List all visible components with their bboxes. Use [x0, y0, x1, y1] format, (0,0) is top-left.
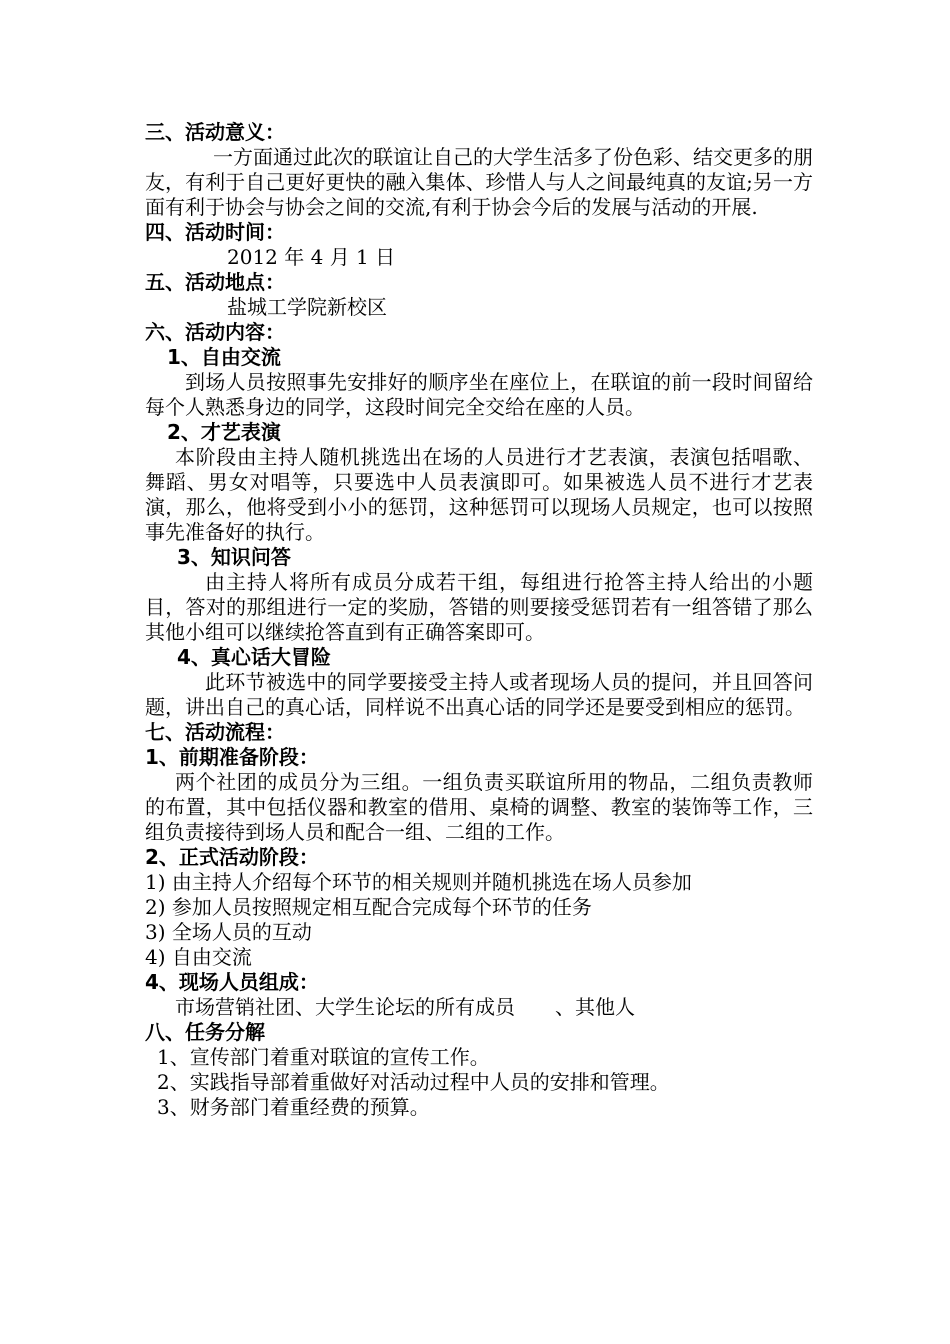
section-heading-place: 五、活动地点：	[145, 270, 285, 294]
content-item-title: 3、知识问答	[177, 545, 291, 569]
task-item: 3、财务部门着重经费的预算。	[157, 1095, 430, 1119]
content-item-paragraph: 本阶段由主持人随机挑选出在场的人员进行才艺表演，表演包括唱歌、舞蹈、男女对唱等，只要选中人员表演即可。如果被选人员不进行才艺表演，那么，他将受到小小的惩罚，这种惩罚可以现场人员规定，也可以按照事先准备好的执行。	[145, 445, 813, 544]
content-item-title: 4、真心话大冒险	[177, 645, 331, 669]
section-heading-time: 四、活动时间：	[145, 220, 285, 244]
task-item: 2、实践指导部着重做好对活动过程中人员的安排和管理。	[157, 1070, 670, 1094]
formal-step: 2) 参加人员按照规定相互配合完成每个环节的任务	[145, 895, 592, 919]
content-item-paragraph: 由主持人将所有成员分成若干组，每组进行抢答主持人给出的小题目，答对的那组进行一定的奖励，答错的则要接受惩罚若有一组答错了那么其他小组可以继续抢答直到有正确答案即可。	[145, 570, 813, 644]
process-members-list: 市场营销社团、大学生论坛的所有成员 、其他人	[175, 995, 635, 1019]
content-item-title: 2、才艺表演	[167, 420, 281, 444]
process-formal-title: 2、正式活动阶段：	[145, 845, 319, 869]
process-prep-paragraph: 两个社团的成员分为三组。一组负责买联谊所用的物品，二组负责教师的布置，其中包括仪器和教室的借用、桌椅的调整、教室的装饰等工作，三组负责接待到场人员和配合一组、二组的工作。	[145, 770, 813, 844]
formal-step: 4) 自由交流	[145, 945, 252, 969]
document-page	[145, 120, 813, 1120]
content-item-paragraph: 到场人员按照事先安排好的顺序坐在座位上，在联谊的前一段时间留给每个人熟悉身边的同学，这段时间完全交给在座的人员。	[145, 370, 813, 419]
activity-date: 2012 年 4 月 1 日	[227, 245, 396, 269]
section-heading-process: 七、活动流程：	[145, 720, 285, 744]
process-members-title: 4、现场人员组成：	[145, 970, 319, 994]
section-heading-significance: 三、活动意义：	[145, 120, 285, 144]
section-heading-content: 六、活动内容：	[145, 320, 285, 344]
formal-step: 1) 由主持人介绍每个环节的相关规则并随机挑选在场人员参加	[145, 870, 692, 894]
task-item: 1、宣传部门着重对联谊的宣传工作。	[157, 1045, 490, 1069]
activity-place: 盐城工学院新校区	[227, 295, 387, 319]
significance-paragraph: 一方面通过此次的联谊让自己的大学生活多了份色彩、结交更多的朋友，有利于自己更好更快的融入集体、珍惜人与人之间最纯真的友谊;另一方面有利于协会与协会之间的交流,有利于协会今后的发展与活动的开展.	[145, 145, 813, 219]
formal-step: 3) 全场人员的互动	[145, 920, 312, 944]
process-prep-title: 1、前期准备阶段：	[145, 745, 319, 769]
section-heading-tasks: 八、任务分解	[145, 1020, 265, 1044]
content-item-paragraph: 此环节被选中的同学要接受主持人或者现场人员的提问，并且回答问题，讲出自己的真心话，同样说不出真心话的同学还是要受到相应的惩罚。	[145, 670, 813, 719]
content-item-title: 1、自由交流	[167, 345, 281, 369]
